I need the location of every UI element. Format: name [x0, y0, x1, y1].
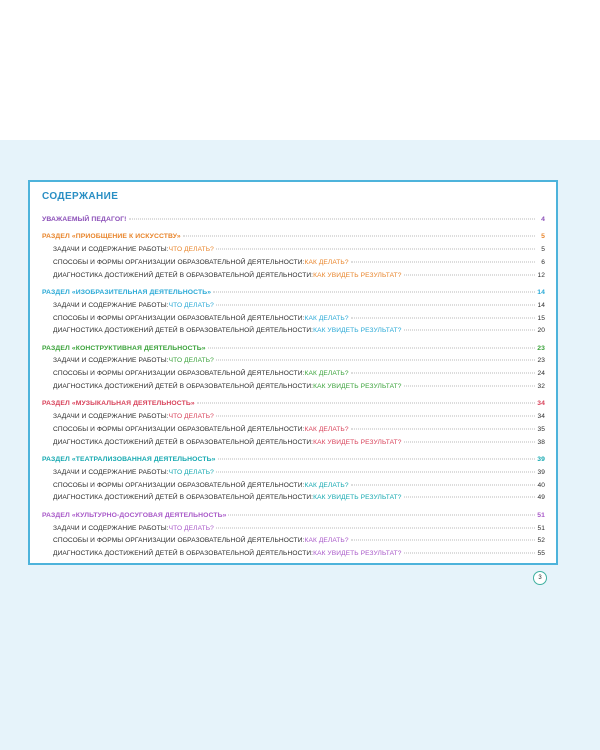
toc-section-heading[interactable]: [42, 233, 545, 246]
toc-entry[interactable]: [42, 550, 545, 563]
toc-entry-label: РАЗДЕЛ «КУЛЬТУРНО-ДОСУГОВАЯ ДЕЯТЕЛЬНОСТЬ»: [42, 511, 227, 519]
dot-leader: [404, 497, 535, 498]
toc-entry[interactable]: [42, 482, 545, 495]
dot-leader: [404, 274, 535, 275]
dot-leader: [351, 373, 535, 374]
toc-section-heading[interactable]: [42, 400, 545, 413]
toc-entry-label: СПОСОБЫ И ФОРМЫ ОРГАНИЗАЦИИ ОБРАЗОВАТЕЛЬНОЙ ДЕЯТЕЛЬНОСТИ:: [53, 370, 305, 378]
toc-entry-label: ЗАДАЧИ И СОДЕРЖАНИЕ РАБОТЫ:: [53, 301, 169, 309]
toc-entry[interactable]: [42, 302, 545, 315]
toc-entry[interactable]: [42, 494, 545, 507]
toc-entry-accent: КАК ДЕЛАТЬ?: [304, 481, 349, 489]
toc-entry[interactable]: [42, 525, 545, 538]
toc-page-number: 24: [537, 370, 545, 378]
dot-leader: [129, 219, 535, 220]
dot-leader: [216, 416, 535, 417]
toc-page-number: 14: [537, 288, 545, 296]
toc-page-number: 34: [537, 400, 545, 408]
dot-leader: [351, 540, 535, 541]
toc-page-number: 20: [537, 327, 545, 335]
toc-page-number: 51: [537, 524, 545, 532]
toc-entry-accent: КАК ДЕЛАТЬ?: [304, 314, 349, 322]
toc-entry-accent: КАК УВИДЕТЬ РЕЗУЛЬТАТ?: [313, 550, 402, 558]
dot-leader: [213, 291, 535, 292]
toc-entry[interactable]: [42, 383, 545, 396]
dot-leader: [208, 347, 535, 348]
toc-entry-accent: КАК ДЕЛАТЬ?: [304, 537, 349, 545]
toc-entry-accent: ЧТО ДЕЛАТЬ?: [168, 301, 214, 309]
toc-entry-accent: ЧТО ДЕЛАТЬ?: [168, 246, 214, 254]
toc-entry-accent: КАК ДЕЛАТЬ?: [304, 370, 349, 378]
toc-page-number: 23: [537, 357, 545, 365]
dot-leader: [351, 317, 535, 318]
toc-section-heading[interactable]: [42, 456, 545, 469]
toc-entry[interactable]: [42, 315, 545, 328]
toc-entry[interactable]: [42, 272, 545, 285]
dot-leader: [216, 471, 535, 472]
toc-entry-label: ЗАДАЧИ И СОДЕРЖАНИЕ РАБОТЫ:: [53, 413, 169, 421]
toc-entry-label: СПОСОБЫ И ФОРМЫ ОРГАНИЗАЦИИ ОБРАЗОВАТЕЛЬНОЙ ДЕЯТЕЛЬНОСТИ:: [53, 258, 305, 266]
toc-page-number: 55: [537, 550, 545, 558]
toc-page-number: 38: [537, 438, 545, 446]
dot-leader: [404, 553, 535, 554]
toc-entry-label: ЗАДАЧИ И СОДЕРЖАНИЕ РАБОТЫ:: [53, 357, 169, 365]
toc-page-number: 52: [537, 537, 545, 545]
dot-leader: [228, 514, 535, 515]
toc-entry-accent: ЧТО ДЕЛАТЬ?: [168, 468, 214, 476]
toc-page-number: 51: [537, 511, 545, 519]
toc-entry-label: РАЗДЕЛ «ПРИОБЩЕНИЕ К ИСКУССТВУ»: [42, 233, 181, 241]
page-number-badge: 3: [533, 571, 547, 585]
dot-leader: [404, 386, 535, 387]
toc-entry[interactable]: [42, 426, 545, 439]
toc-page-number: 34: [537, 413, 545, 421]
toc-entry-accent: ЧТО ДЕЛАТЬ?: [168, 524, 214, 532]
toc-page-number: 40: [537, 481, 545, 489]
dot-leader: [216, 304, 535, 305]
toc-entry-label: СПОСОБЫ И ФОРМЫ ОРГАНИЗАЦИИ ОБРАЗОВАТЕЛЬНОЙ ДЕЯТЕЛЬНОСТИ:: [53, 481, 305, 489]
toc-entry[interactable]: [42, 413, 545, 426]
toc-entry-accent: ЧТО ДЕЛАТЬ?: [168, 357, 214, 365]
toc-page-number: 5: [541, 233, 545, 241]
dot-leader: [351, 261, 535, 262]
toc-section-heading[interactable]: [42, 512, 545, 525]
toc-entry[interactable]: [42, 259, 545, 272]
toc-entry-label: СПОСОБЫ И ФОРМЫ ОРГАНИЗАЦИИ ОБРАЗОВАТЕЛЬНОЙ ДЕЯТЕЛЬНОСТИ:: [53, 425, 305, 433]
dot-leader: [216, 249, 535, 250]
toc-entry[interactable]: [42, 246, 545, 259]
toc-entry-label: ДИАГНОСТИКА ДОСТИЖЕНИЙ ДЕТЕЙ В ОБРАЗОВАТЕЛЬНОЙ ДЕЯТЕЛЬНОСТИ:: [53, 271, 314, 279]
toc-page-number: 39: [537, 468, 545, 476]
toc-entry[interactable]: [42, 327, 545, 340]
toc-entry-accent: КАК ДЕЛАТЬ?: [304, 425, 349, 433]
dot-leader: [216, 360, 535, 361]
dot-leader: [351, 428, 535, 429]
toc-page-number: 23: [537, 344, 545, 352]
toc-entry-label: РАЗДЕЛ «КОНСТРУКТИВНАЯ ДЕЯТЕЛЬНОСТЬ»: [42, 344, 206, 352]
dot-leader: [351, 484, 535, 485]
toc-entry[interactable]: [42, 537, 545, 550]
dot-leader: [197, 403, 535, 404]
toc-page-number: 14: [537, 301, 545, 309]
toc-page-number: 4: [541, 216, 545, 223]
toc-entry-label: УВАЖАЕМЫЙ ПЕДАГОГ!: [42, 216, 127, 223]
toc-page-number: 6: [541, 258, 545, 266]
toc-entry-label: ДИАГНОСТИКА ДОСТИЖЕНИЙ ДЕТЕЙ В ОБРАЗОВАТЕЛЬНОЙ ДЕЯТЕЛЬНОСТИ:: [53, 327, 314, 335]
table-of-contents: [28, 180, 558, 565]
toc-entry-label: ДИАГНОСТИКА ДОСТИЖЕНИЙ ДЕТЕЙ В ОБРАЗОВАТЕЛЬНОЙ ДЕЯТЕЛЬНОСТИ:: [53, 383, 314, 391]
toc-entry-label: ДИАГНОСТИКА ДОСТИЖЕНИЙ ДЕТЕЙ В ОБРАЗОВАТЕЛЬНОЙ ДЕЯТЕЛЬНОСТИ:: [53, 494, 314, 502]
toc-page-number: 32: [537, 383, 545, 391]
toc-page-number: 12: [537, 271, 545, 279]
toc-entry-label: ЗАДАЧИ И СОДЕРЖАНИЕ РАБОТЫ:: [53, 524, 169, 532]
dot-leader: [183, 236, 535, 237]
toc-section-heading[interactable]: [42, 216, 545, 229]
toc-entry-label: РАЗДЕЛ «МУЗЫКАЛЬНАЯ ДЕЯТЕЛЬНОСТЬ»: [42, 400, 195, 408]
dot-leader: [404, 330, 535, 331]
toc-entry-label: РАЗДЕЛ «ИЗОБРАЗИТЕЛЬНАЯ ДЕЯТЕЛЬНОСТЬ»: [42, 288, 212, 296]
toc-entry[interactable]: [42, 469, 545, 482]
toc-entry-label: ДИАГНОСТИКА ДОСТИЖЕНИЙ ДЕТЕЙ В ОБРАЗОВАТЕЛЬНОЙ ДЕЯТЕЛЬНОСТИ:: [53, 550, 314, 558]
toc-page-number: 49: [537, 494, 545, 502]
dot-leader: [216, 527, 535, 528]
toc-entry[interactable]: [42, 439, 545, 452]
toc-entry-accent: КАК УВИДЕТЬ РЕЗУЛЬТАТ?: [313, 327, 402, 335]
toc-entry-accent: КАК УВИДЕТЬ РЕЗУЛЬТАТ?: [313, 271, 402, 279]
toc-entry-accent: КАК УВИДЕТЬ РЕЗУЛЬТАТ?: [313, 438, 402, 446]
toc-page-number: 35: [537, 425, 545, 433]
toc-entry-accent: ЧТО ДЕЛАТЬ?: [168, 413, 214, 421]
toc-entry-accent: КАК УВИДЕТЬ РЕЗУЛЬТАТ?: [313, 494, 402, 502]
toc-entry-label: ЗАДАЧИ И СОДЕРЖАНИЕ РАБОТЫ:: [53, 468, 169, 476]
toc-section-heading[interactable]: [42, 289, 545, 302]
toc-entry-accent: КАК УВИДЕТЬ РЕЗУЛЬТАТ?: [313, 383, 402, 391]
dot-leader: [404, 441, 535, 442]
toc-entry[interactable]: [42, 370, 545, 383]
toc-entry-accent: КАК ДЕЛАТЬ?: [304, 258, 349, 266]
toc-entry[interactable]: [42, 357, 545, 370]
toc-page-number: 5: [541, 246, 545, 254]
toc-list: [42, 216, 545, 563]
toc-entry-label: ДИАГНОСТИКА ДОСТИЖЕНИЙ ДЕТЕЙ В ОБРАЗОВАТЕЛЬНОЙ ДЕЯТЕЛЬНОСТИ:: [53, 438, 314, 446]
page-title: СОДЕРЖАНИЕ: [42, 191, 119, 202]
toc-page-number: 15: [537, 314, 545, 322]
dot-leader: [218, 459, 536, 460]
toc-entry-label: РАЗДЕЛ «ТЕАТРАЛИЗОВАННАЯ ДЕЯТЕЛЬНОСТЬ»: [42, 456, 216, 464]
toc-entry-label: ЗАДАЧИ И СОДЕРЖАНИЕ РАБОТЫ:: [53, 246, 169, 254]
toc-section-heading[interactable]: [42, 345, 545, 358]
toc-entry-label: СПОСОБЫ И ФОРМЫ ОРГАНИЗАЦИИ ОБРАЗОВАТЕЛЬНОЙ ДЕЯТЕЛЬНОСТИ:: [53, 537, 305, 545]
toc-page-number: 39: [537, 456, 545, 464]
toc-entry-label: СПОСОБЫ И ФОРМЫ ОРГАНИЗАЦИИ ОБРАЗОВАТЕЛЬНОЙ ДЕЯТЕЛЬНОСТИ:: [53, 314, 305, 322]
